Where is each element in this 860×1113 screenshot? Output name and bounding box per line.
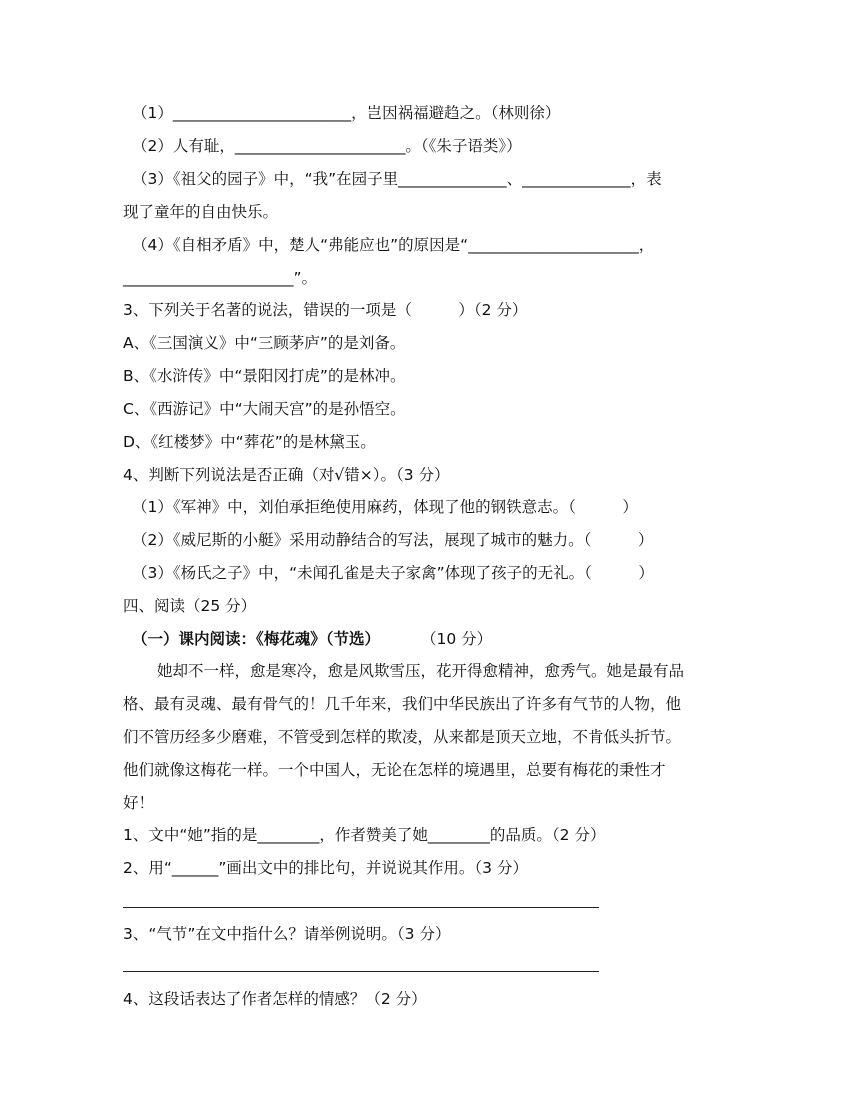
passage-score: （10 分） [421,630,493,648]
question-2-item-3-continued: 现了童年的自由快乐。 [123,203,279,221]
passage-heading: （一）课内阅读：《梅花魂》（节选） [132,630,381,648]
reading-question-2: 2、用“______”画出文中的排比句，并说说其作用。（3 分） [123,859,528,877]
question-2-item-2: （2）人有耻，______________________。（《朱子语类》） [132,137,522,155]
passage-line-1: 她却不一样，愈是寒冷，愈是风欺雪压，花开得愈精神，愈秀气。她是最有品 [157,662,685,680]
reading-question-1: 1、文中“她”指的是________，作者赞美了她________的品质。（2 分） [123,826,606,844]
reading-question-3: 3、“气节”在文中指什么？请举例说明。（3 分） [123,925,451,943]
passage-line-3: 们不管历经多少磨难，不管受到怎样的欺凌，从来都是顶天立地，不肯低头折节。 [123,728,682,746]
question-2-item-3: （3）《祖父的园子》中，“我”在园子里______________、______________，表 [132,170,662,188]
passage-line-2: 格、最有灵魂、最有骨气的！几千年来，我们中华民族出了许多有气节的人物，他 [123,695,682,713]
section-4-heading: 四、阅读（25 分） [123,597,257,615]
question-3-option-b: B、《水浒传》中“景阳冈打虎”的是林冲。 [123,367,406,385]
question-2-item-4-continued: ______________________”。 [123,269,318,287]
passage-line-5: 好！ [123,794,155,812]
answer-line-1 [123,907,599,908]
question-4-item-2: （2）《威尼斯的小艇》采用动静结合的写法，展现了城市的魅力。（ ） [132,531,654,549]
question-2-item-1: （1）_______________________，岂因祸福避趋之。（林则徐） [132,104,561,122]
question-4-stem: 4、判断下列说法是否正确（对√错×）。（3 分） [123,466,450,484]
answer-line-2 [123,971,599,972]
reading-question-4: 4、这段话表达了作者怎样的情感？（2 分） [123,990,427,1008]
passage-line-4: 他们就像这梅花一样。一个中国人，无论在怎样的境遇里，总要有梅花的秉性才 [123,761,666,779]
question-3-stem: 3、下列关于名著的说法，错误的一项是（ ）（2 分） [123,301,528,319]
question-4-item-3: （3）《杨氏之子》中，“未闻孔雀是夫子家禽”体现了孩子的无礼。（ ） [132,564,654,582]
question-3-option-d: D、《红楼梦》中“葬花”的是林黛玉。 [123,433,376,451]
question-3-option-c: C、《西游记》中“大闹天宫”的是孙悟空。 [123,400,406,418]
question-3-option-a: A、《三国演义》中“三顾茅庐”的是刘备。 [123,334,406,352]
question-4-item-1: （1）《军神》中，刘伯承拒绝使用麻药，体现了他的钢铁意志。（ ） [132,498,638,516]
question-2-item-4: （4）《自相矛盾》中，楚人“弗能应也”的原因是“______________________， [132,236,655,254]
